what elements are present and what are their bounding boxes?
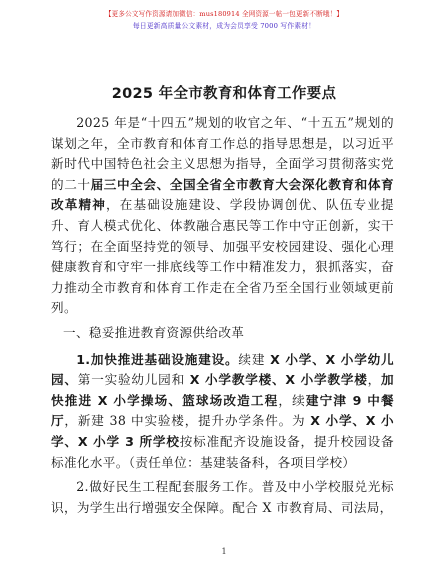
item-1-text-2: 第一实验幼儿园和 [77, 372, 190, 388]
intro-bold-text: 届三中全会、全国全省全市教育大会深化教育和体育改革精神 [51, 176, 394, 213]
item-1-text-5: ，新建 38 中实验楼，提升办学条件。为 [64, 413, 311, 429]
promo-banner-line-2: 每日更新高质量公文素材，成为会员享受 7000 写作素材！ [132, 22, 316, 30]
item-1-text-6: 按标准配齐设施设备，提升校园设备标准化水平。（责任单位：基建装备科，各项目学校） [51, 433, 394, 470]
item-1-text-1: 续建 [238, 351, 271, 367]
item-1-text-3: ， [367, 372, 382, 388]
item-1-lead: 1.加快推进基础设施建设。 [76, 351, 239, 367]
promo-banner-line-1: 【更多公文写作资源请加微信：mus180914 全网资源一帖一包更新不断哦！】 [104, 10, 344, 18]
document-title: 2025 年全市教育和体育工作要点 [111, 86, 337, 102]
item-1-bold-2: X 小学教学楼、X 小学教学楼 [189, 372, 368, 388]
item-1-text-4: ，续 [278, 392, 306, 408]
intro-paragraph [51, 113, 394, 319]
item-1-bold-1: X 小学、X 小学幼儿园、 [51, 351, 394, 388]
item-1-bold-5: X 小学、X 小学、X 小学 3 所学校 [51, 413, 394, 449]
item-1-bold-4: 建宁津 9 中餐厅 [51, 392, 394, 429]
item-1-paragraph [51, 350, 394, 474]
promo-banner [0, 9, 448, 31]
intro-text-2: ，在基础设施建设、学段协调创优、队伍专业提升、育人模式优化、体教融合惠民等工作中守正创新，实干笃行；在全面坚持党的领导、加强平安校园建设、强化心理健康教育和守牢一排底线等工作中精准发力，狠抓落实，奋力推动全市教育和体育工作走在全省乃至全国行业领域更前列。 [51, 197, 394, 316]
item-2-paragraph: 2.做好民生工程配套服务工作。普及中小学校服兑光标识，为学生出行增强安全保障。配合 X 市教育局、司法局， [51, 479, 394, 515]
document-body [51, 113, 394, 518]
intro-text-1: 2025 年是“十四五”规划的收官之年、“十五五”规划的谋划之年，全市教育和体育工作总的指导思想是，以习近平新时代中国特色社会主义思想为指导，全面学习贯彻落实党的二十 [51, 115, 394, 192]
item-1-bold-3: 加快推进 X 小学操场、篮球场改造工程 [51, 372, 394, 408]
page-number: 1 [221, 547, 227, 556]
section-heading: 一、稳妥推进教育资源供给改革 [63, 324, 245, 340]
